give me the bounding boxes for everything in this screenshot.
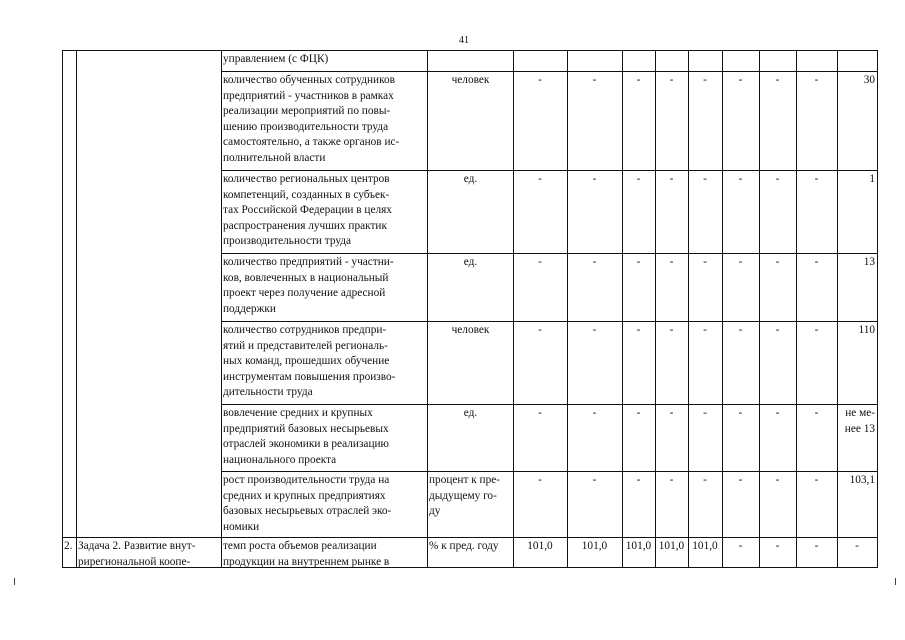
table-column-border — [221, 50, 222, 568]
table-column-border — [722, 50, 723, 568]
value-cell: - — [538, 74, 542, 86]
value-cell: - — [669, 74, 674, 86]
value-cell: - — [592, 256, 597, 268]
value-cell: - — [703, 173, 707, 185]
unit-cell: человек — [451, 74, 490, 86]
value-cell: - — [738, 324, 743, 336]
scan-mark — [895, 578, 896, 585]
value-cell: - — [814, 256, 819, 268]
value-cell: - — [775, 474, 780, 486]
value-cell: - — [538, 324, 542, 336]
value-cell: - — [814, 407, 819, 419]
unit-cell: процент к пре- дыдущему го- ду — [429, 474, 500, 518]
unit-cell: ед. — [463, 173, 478, 185]
value-cell: 30 — [863, 74, 875, 86]
value-cell: - — [538, 256, 542, 268]
value-cell: - — [775, 407, 780, 419]
table-column-border — [513, 50, 514, 568]
table-row-border — [221, 321, 878, 322]
value-cell: - — [703, 407, 707, 419]
value-cell: - — [814, 324, 819, 336]
value-cell: - — [636, 173, 641, 185]
value-cell: 101,0 — [527, 540, 553, 552]
table-column-border — [837, 50, 838, 568]
unit-cell: человек — [451, 324, 490, 336]
row-number: 2. — [64, 540, 73, 552]
value-cell: - — [855, 540, 859, 552]
task-name: Задача 2. Развитие внут- рирегиональной коопе- — [78, 540, 196, 568]
value-cell: - — [703, 474, 707, 486]
table-column-border — [796, 50, 797, 568]
value-cell: - — [538, 173, 542, 185]
table-row-border — [62, 50, 878, 51]
table-column-border — [567, 50, 568, 568]
value-cell: 101,0 — [625, 540, 652, 552]
table-column-border — [62, 50, 63, 568]
value-cell: - — [814, 74, 819, 86]
table-row-border — [221, 170, 878, 171]
table-column-border — [622, 50, 623, 568]
value-cell: - — [592, 74, 597, 86]
value-cell: - — [592, 407, 597, 419]
value-cell: - — [636, 256, 641, 268]
value-cell: - — [703, 74, 707, 86]
indicator-name: вовлечение средних и крупных предприятий базовых несырьевых отраслей экономики в реализацию национального проекта — [223, 407, 389, 466]
value-cell: - — [814, 173, 819, 185]
table-column-border — [688, 50, 689, 568]
value-cell: - — [775, 173, 780, 185]
value-cell: 13 — [863, 256, 875, 268]
value-cell: - — [636, 474, 641, 486]
value-cell: - — [538, 407, 542, 419]
value-cell: 103,1 — [849, 474, 875, 486]
value-cell: - — [636, 407, 641, 419]
value-cell: - — [669, 324, 674, 336]
table-column-border — [76, 50, 77, 568]
value-cell: - — [738, 474, 743, 486]
value-cell: - — [669, 474, 674, 486]
value-cell: - — [738, 173, 743, 185]
value-cell: - — [775, 74, 780, 86]
unit-cell: ед. — [463, 407, 478, 419]
indicator-name: количество обученных сотрудников предприятий - участников в рамках реализации мероприятий по повы- шению производительности труда самостоятельно, а также органов ис- полнительной власти — [223, 74, 400, 164]
unit-cell: ед. — [463, 256, 478, 268]
value-cell: 101,0 — [692, 540, 718, 552]
unit-cell: % к пред. году — [429, 540, 499, 552]
value-cell: 110 — [858, 324, 875, 336]
table-row-border — [221, 71, 878, 72]
indicator-name: количество сотрудников предпри- ятий и представителей региональ- ных команд, прошедших обучение инструментам повышения произво- дительности труда — [223, 324, 396, 399]
value-cell: - — [814, 474, 819, 486]
table-column-border — [427, 50, 428, 568]
indicator-name: количество предприятий - участни- ков, вовлеченных в национальный проект через получение адресной поддержки — [223, 256, 394, 315]
value-cell: - — [592, 474, 597, 486]
table-row-border — [221, 471, 878, 472]
value-cell: - — [669, 173, 674, 185]
value-cell: 1 — [869, 173, 875, 185]
table-row-border — [221, 253, 878, 254]
value-cell: - — [538, 474, 542, 486]
value-cell: - — [669, 407, 674, 419]
value-cell: 101,0 — [658, 540, 685, 552]
value-cell: - — [738, 74, 743, 86]
indicator-name: темп роста объемов реализации продукции на внутреннем рынке в — [223, 540, 390, 568]
value-cell: - — [738, 256, 743, 268]
indicator-name: рост производительности труда на средних и крупных предприятиях базовых несырьевых отраслей эко- номики — [223, 474, 392, 533]
table-column-border — [759, 50, 760, 568]
indicator-name: количество региональных центров компетенций, созданных в субъек- тах Российской Федерации в целях распространения лучших практик производительности труда — [223, 173, 392, 248]
value-cell: - — [814, 540, 819, 552]
value-cell: - — [703, 324, 707, 336]
indicator-name: управлением (с ФЦК) — [223, 53, 329, 65]
value-cell: 101,0 — [581, 540, 608, 552]
table-column-border — [877, 50, 878, 568]
value-cell: - — [738, 407, 743, 419]
value-cell: - — [775, 256, 780, 268]
page-number: 41 — [459, 35, 469, 46]
table-row-border — [62, 537, 878, 538]
value-cell: - — [592, 324, 597, 336]
value-cell: - — [669, 256, 674, 268]
scan-mark — [14, 578, 15, 585]
table-column-border — [655, 50, 656, 568]
value-cell: не ме- нее 13 — [844, 407, 875, 435]
value-cell: - — [775, 540, 780, 552]
value-cell: - — [636, 324, 641, 336]
table-row-border — [221, 404, 878, 405]
value-cell: - — [703, 256, 707, 268]
value-cell: - — [636, 74, 641, 86]
value-cell: - — [738, 540, 743, 552]
value-cell: - — [592, 173, 597, 185]
value-cell: - — [775, 324, 780, 336]
